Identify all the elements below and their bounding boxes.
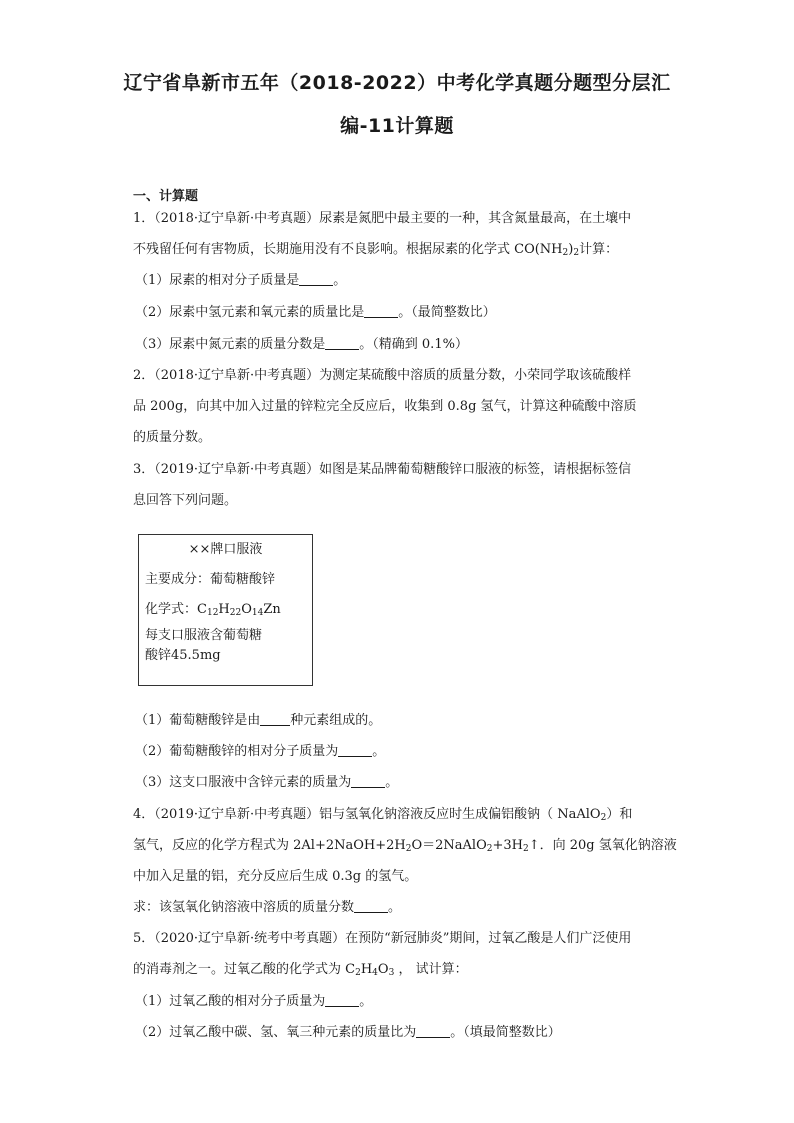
q5-part-1: （1）过氧乙酸的相对分子质量为 。	[135, 994, 373, 1009]
q4-line-1: 4．（2019·辽宁阜新·中考真题）铝与氢氧化钠溶液反应时生成偏铝酸钠（ NaAlO$_2$）和	[133, 807, 633, 823]
answer-blank[interactable]	[354, 900, 388, 913]
product-label-box	[138, 534, 313, 686]
document-title-line-2: 编-11计算题	[340, 115, 454, 137]
answer-blank[interactable]	[416, 1025, 450, 1038]
label-content-line-2: 酸锌45.5mg	[145, 648, 221, 663]
q3-line-1: 3．（2019·辽宁阜新·中考真题）如图是某品牌葡萄糖酸锌口服液的标签，请根据标签信	[133, 462, 632, 477]
answer-blank[interactable]	[299, 273, 333, 286]
q5-line-2: 的消毒剂之一。过氧乙酸的化学式为 $C_2H_4O_3$ ， 试计算：	[133, 962, 468, 978]
label-formula: 化学式：$C_{12}H_{22}O_{14}Zn$	[145, 602, 281, 618]
answer-blank[interactable]	[364, 305, 398, 318]
label-content-line-1: 每支口服液含葡萄糖	[145, 628, 263, 643]
q1-part-1: （1）尿素的相对分子质量是 。	[135, 273, 347, 288]
q1-stem-line-2: 不残留任何有害物质，长期施用没有不良影响。根据尿素的化学式 $CO(NH_2)_2$计算：	[133, 242, 619, 258]
q1-part-2: （2）尿素中氢元素和氧元素的质量比是 。（最简整数比）	[135, 305, 496, 320]
q5-part-2: （2）过氧乙酸中碳、氢、氧三种元素的质量比为 。（填最简整数比）	[135, 1025, 561, 1040]
q3-line-2: 息回答下列问题。	[133, 493, 238, 508]
label-heading: ××牌口服液	[188, 542, 263, 557]
q4-line-2: 氢气，反应的化学方程式为 $2Al+2NaOH+2H_2O=2NaAlO_2+3H_2↑$．向 20g 氢氧化钠溶液	[133, 838, 677, 854]
q1-part-3: （3）尿素中氮元素的质量分数是 。（精确到 0.1%）	[135, 337, 468, 352]
q3-part-2: （2）葡萄糖酸锌的相对分子质量为 。	[135, 744, 386, 759]
q1-stem-line-1: 1．（2018·辽宁阜新·中考真题）尿素是氮肥中最主要的一种，其含氮量最高，在土壤中	[133, 211, 632, 226]
answer-blank[interactable]	[351, 775, 385, 788]
section-heading: 一、计算题	[133, 189, 199, 204]
q4-line-4: 求：该氢氧化钠溶液中溶质的质量分数 。	[133, 900, 402, 915]
answer-blank[interactable]	[338, 744, 372, 757]
q5-line-1: 5．（2020·辽宁阜新·统考中考真题）在预防“新冠肺炎”期间，过氧乙酸是人们广泛使用	[133, 931, 632, 946]
document-title-line-1: 辽宁省阜新市五年（2018-2022）中考化学真题分题型分层汇	[123, 72, 671, 94]
answer-blank[interactable]	[325, 994, 359, 1007]
q3-part-1: （1）葡萄糖酸锌是由 种元素组成的。	[135, 713, 382, 728]
answer-blank[interactable]	[260, 713, 290, 726]
q2-line-2: 品 200g，向其中加入过量的锌粒完全反应后，收集到 0.8g 氢气，计算这种硫酸中溶质	[133, 399, 637, 414]
label-ingredient: 主要成分：葡萄糖酸锌	[145, 572, 276, 587]
q4-line-3: 中加入足量的铝，充分反应后生成 0.3g 的氢气。	[133, 869, 418, 884]
q3-part-3: （3）这支口服液中含锌元素的质量为 。	[135, 775, 399, 790]
answer-blank[interactable]	[325, 337, 359, 350]
q2-line-3: 的质量分数。	[133, 430, 212, 445]
q2-line-1: 2．（2018·辽宁阜新·中考真题）为测定某硫酸中溶质的质量分数，小荣同学取该硫酸样	[133, 368, 632, 383]
